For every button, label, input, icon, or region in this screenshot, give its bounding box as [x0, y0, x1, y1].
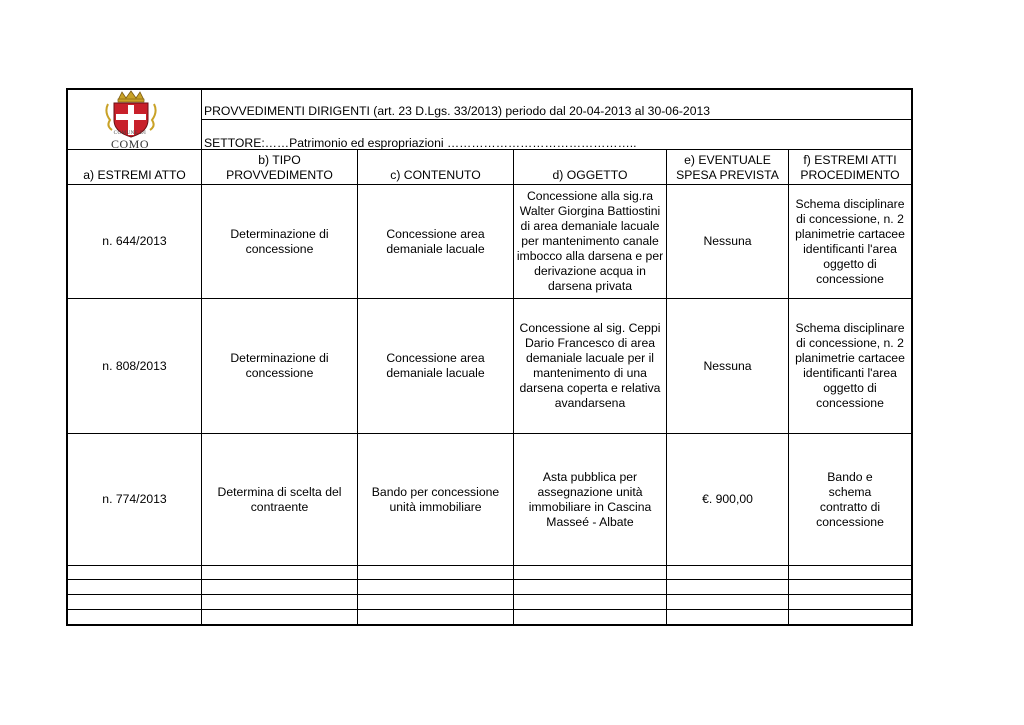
table-rule [66, 594, 913, 595]
cell-oggetto: Concessione alla sig.ra Walter Giorgina Battiostini di area demaniale lacuale per mantenimento canale imbocco alla darsena e per derivazione acqua in darsena privata [516, 189, 664, 293]
column-header-tipo: b) TIPO PROVVEDIMENTO [226, 153, 333, 182]
cell-spesa: €. 900,00 [702, 492, 753, 506]
page-title: PROVVEDIMENTI DIRIGENTI (art. 23 D.Lgs. 33/2013) periodo dal 20-04-2013 al 30-06-2013 [204, 104, 711, 118]
table-rule [66, 609, 913, 610]
table-rule [66, 579, 913, 580]
cell-oggetto: Asta pubblica per assegnazione unità immobiliare in Cascina Masseé - Albate [528, 469, 652, 529]
cell-estremi: n. 644/2013 [102, 234, 167, 248]
cell-estremi: n. 808/2013 [102, 358, 167, 373]
cell-procedimento: Bando e schema contratto di concessione [816, 469, 884, 529]
settore-label: SETTORE:……Patrimonio ed espropriazioni ……………………………………….. [204, 136, 637, 150]
cell-tipo: Determinazione di concessione [230, 351, 329, 380]
cell-procedimento: Schema disciplinare di concessione, n. 2 planimetrie cartacee identificanti l'area oggetto di concessione [795, 321, 905, 410]
cell-spesa: Nessuna [703, 234, 752, 248]
column-header-spesa: e) EVENTUALE SPESA PREVISTA [676, 153, 779, 182]
column-header-procedimento: f) ESTREMI ATTI PROCEDIMENTO [800, 153, 900, 182]
cell-oggetto: Concessione al sig. Ceppi Dario Francesco di area demaniale lacuale per il mantenimento di una darsena coperta e relativa avandarsena [519, 321, 661, 410]
cell-contenuto: Concessione area demaniale lacuale [386, 226, 485, 256]
cell-tipo: Determina di scelta del contraente [217, 484, 342, 514]
table-rule [66, 565, 913, 566]
cell-contenuto: Concessione area demaniale lacuale [386, 351, 485, 380]
cell-contenuto: Bando per concessione unità immobiliare [371, 484, 500, 514]
table-border-top [66, 88, 913, 90]
cell-spesa: Nessuna [703, 358, 752, 373]
column-header-estremi: a) ESTREMI ATTO [83, 168, 186, 182]
column-header-contenuto: c) CONTENUTO [390, 168, 481, 182]
logo-caption-small: COMUNE DI [113, 131, 147, 136]
cell-estremi: n. 774/2013 [102, 492, 167, 506]
cell-tipo: Determinazione di concessione [230, 226, 329, 256]
table-border-right [911, 88, 913, 626]
column-header-oggetto: d) OGGETTO [552, 168, 628, 182]
table-border-bottom [66, 624, 913, 626]
table-rule [201, 119, 913, 120]
logo-caption-como: COMO [110, 137, 149, 151]
cell-procedimento: Schema disciplinare di concessione, n. 2 planimetrie cartacee identificanti l'area oggetto di concessione [795, 196, 905, 286]
